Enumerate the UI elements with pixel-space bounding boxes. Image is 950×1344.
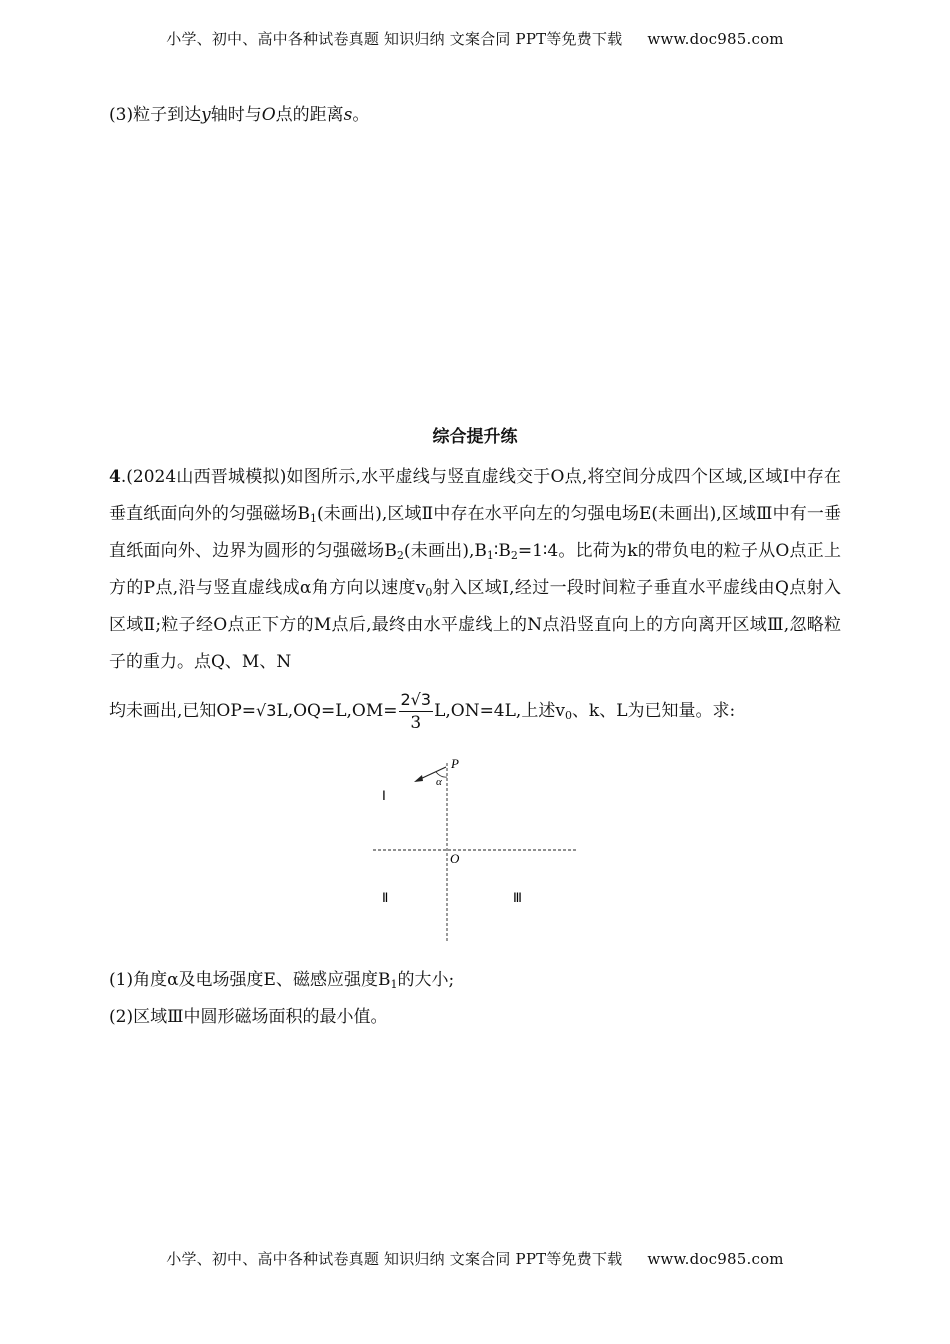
sq1-text: (1)角度α及电场强度E、磁感应强度B [109,970,391,990]
subquestions [109,962,841,1036]
header-url[interactable]: www.doc985.com [647,30,784,48]
fraction-numerator: 2√3 [399,689,434,712]
q3-var-y: y [201,105,211,125]
given-text-1: 均未画出,已知OP= [109,701,257,721]
footer-text: 小学、初中、高中各种试卷真题 知识归纳 文案合同 PPT等免费下载 [166,1250,623,1268]
section-title: 综合提升练 [432,427,518,447]
sub-b2: 2 [396,549,404,562]
page-header [0,28,950,49]
page-footer [0,1248,950,1269]
q3-var-s: s [343,105,353,125]
problem-4 [109,459,841,734]
subquestion-2: (2)区域Ⅲ中圆形磁场面积的最小值。 [109,1007,388,1027]
given-text-4: 、k、L为已知量。求: [571,701,736,721]
problem-number: 4 [109,467,121,487]
problem-text-3: (未画出),B [403,541,487,561]
label-region-2: Ⅱ [382,890,389,905]
velocity-arrowhead [414,775,423,782]
problem-4-body [109,459,841,681]
problem-text-2: (未画出),区域Ⅱ中存在水平向左的匀强电场E(未画出),区域Ⅲ中有一垂直纸面向外、边界为圆形的匀强磁场B [109,504,841,561]
q3-text-prefix: (3)粒子到达 [109,105,202,125]
sub-v0: 0 [425,586,433,599]
fraction-denominator: 3 [410,713,422,733]
problem-text-1: .(2024山西晋城模拟)如图所示,水平虚线与竖直虚线交于O点,将空间分成四个区域,区域Ⅰ中存在垂直纸面向外的匀强磁场B [109,467,841,524]
label-region-1: Ⅰ [382,788,386,803]
sq1-text-end: 的大小; [397,970,455,990]
region-diagram [370,755,580,945]
label-p: P [451,756,459,771]
q3-var-o: O [261,105,276,125]
given-text-3: L,ON=4L,上述v [434,701,565,721]
q3-text-end: 。 [352,105,370,125]
sub-b1-ratio: 1 [486,549,494,562]
label-alpha: α [436,776,442,788]
sqrt3-op: √3 [256,701,277,720]
subquestion-1 [109,962,841,999]
q3-text-mid2: 点的距离 [275,105,344,125]
sq1-sub-b1: 1 [390,978,398,991]
footer-url[interactable]: www.doc985.com [647,1250,784,1268]
given-text-2: L,OQ=L,OM= [276,701,398,721]
header-text: 小学、初中、高中各种试卷真题 知识归纳 文案合同 PPT等免费下载 [166,30,623,48]
question-3 [109,97,841,134]
problem-text-6: 射入区域Ⅰ,经过一段时间粒子垂直水平虚线由Q点射入区域Ⅱ;粒子经O点正下方的M点后,最终由水平虚线上的N点沿竖直向上的方向离开区域Ⅲ,忽略粒子的重力。点Q、M、N [109,578,841,672]
problem-text-5: =1∶4。比荷为k的带负电的粒子从O点正上方的P点,沿与竖直虚线成α角方向以速度v [109,541,841,598]
label-o: O [450,851,460,866]
fraction-om [399,689,434,734]
problem-text-4: ∶B [493,541,511,561]
sub-b1: 1 [310,512,318,525]
sub-b2-ratio: 2 [510,549,518,562]
sub-v0-given: 0 [564,709,572,722]
label-region-3: Ⅲ [513,890,522,905]
problem-4-given [109,689,841,734]
q3-text-mid: 轴时与 [210,105,262,125]
